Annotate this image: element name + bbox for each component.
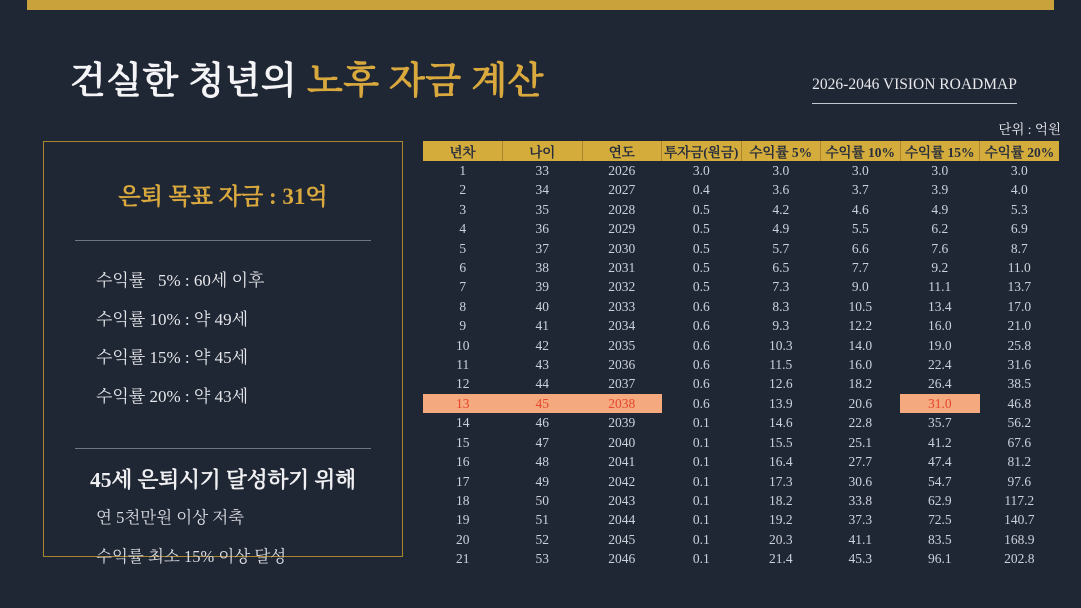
table-cell: 8.7 [1010, 240, 1028, 256]
table-cell: 0.1 [692, 492, 710, 508]
table-cell: 5.5 [851, 221, 869, 237]
panel-subtitle: 45세 은퇴시기 달성하기 위해 [89, 468, 357, 492]
table-cell: 6.2 [931, 221, 949, 237]
table-cell: 11.5 [769, 357, 793, 373]
table-cell: 16.0 [927, 318, 952, 334]
table-cell: 62.9 [927, 492, 952, 508]
table-cell: 10.3 [768, 337, 793, 353]
table-cell: 5.7 [772, 240, 790, 256]
table-cell: 0.4 [692, 182, 710, 198]
table-cell: 0.5 [692, 240, 710, 256]
table-cell: 52 [535, 531, 549, 547]
action-line: 연 5천만원 이상 저축 [96, 508, 245, 527]
table-cell: 2029 [608, 221, 636, 237]
column-header: 수익률 15% [900, 141, 980, 161]
table-cell: 12.2 [848, 318, 873, 334]
table-body [423, 161, 1059, 569]
table-cell: 40 [535, 298, 549, 314]
column-header: 연도 [582, 141, 662, 161]
projection-table-container [423, 141, 1059, 569]
table-cell: 35 [535, 201, 549, 217]
table-row [423, 316, 1059, 335]
table-cell: 43 [535, 357, 549, 373]
table-cell: 0.1 [692, 415, 710, 431]
table-row [423, 277, 1059, 296]
table-cell: 0.1 [692, 551, 710, 567]
table-cell: 18.2 [768, 492, 793, 508]
action-line: 수익률 최소 15% 이상 달성 [96, 547, 287, 566]
table-cell: 56.2 [1007, 415, 1032, 431]
table-cell: 5.3 [1010, 201, 1028, 217]
table-cell: 9.2 [931, 260, 949, 276]
table-cell: 2034 [608, 318, 636, 334]
table-row [423, 394, 1059, 413]
table-cell: 22.4 [927, 357, 952, 373]
table-cell: 2035 [608, 337, 636, 353]
table-cell: 2043 [608, 492, 636, 508]
table-row [423, 491, 1059, 510]
table-row [423, 297, 1059, 316]
table-row [423, 374, 1059, 393]
table-cell: 14 [456, 415, 470, 431]
table-cell: 21.4 [768, 551, 793, 567]
table-cell: 4.6 [851, 201, 869, 217]
table-row [423, 258, 1059, 277]
table-row [423, 355, 1059, 374]
table-cell: 2026 [608, 163, 636, 178]
column-header: 수익률 5% [741, 141, 821, 161]
table-cell: 10 [456, 337, 470, 353]
table-cell: 25.1 [848, 434, 873, 450]
unit-label: 단위 : 억원 [998, 122, 1061, 137]
table-cell: 0.6 [692, 318, 710, 334]
table-cell: 9 [459, 318, 467, 334]
table-cell: 2027 [608, 182, 636, 198]
column-header: 수익률 20% [980, 141, 1060, 161]
rate-line: 수익률 10% : 약 49세 [96, 309, 248, 329]
table-cell: 202.8 [1004, 551, 1035, 567]
table-cell: 7.7 [851, 260, 869, 276]
table-cell: 21.0 [1007, 318, 1032, 334]
table-cell: 13.9 [768, 395, 793, 411]
table-cell: 3.0 [851, 163, 869, 178]
table-cell: 38 [535, 260, 549, 276]
table-cell: 53 [535, 551, 549, 567]
table-cell: 16.4 [768, 454, 793, 470]
table-cell: 0.1 [692, 473, 710, 489]
highlighted-cell: 2038 [582, 394, 662, 413]
table-cell: 0.5 [692, 221, 710, 237]
column-header: 년차 [423, 141, 503, 161]
table-cell: 0.6 [692, 298, 710, 314]
table-cell: 2039 [608, 415, 636, 431]
table-cell: 7 [459, 279, 467, 295]
table-cell: 2033 [608, 298, 636, 314]
table-cell: 6 [459, 260, 467, 276]
table-cell: 96.1 [927, 551, 952, 567]
table-cell: 6.6 [851, 240, 869, 256]
page-title [70, 50, 544, 104]
table-row [423, 239, 1059, 258]
table-cell: 33.8 [848, 492, 873, 508]
table-cell: 18 [456, 492, 470, 508]
table-cell: 42 [535, 337, 549, 353]
table-header [423, 141, 1059, 161]
table-cell: 48 [535, 454, 549, 470]
table-row [423, 200, 1059, 219]
table-cell: 47 [535, 434, 549, 450]
table-cell: 33 [535, 163, 549, 178]
table-cell: 3.6 [772, 182, 790, 198]
table-cell: 0.5 [692, 279, 710, 295]
table-cell: 11.1 [928, 279, 952, 295]
table-cell: 168.9 [1004, 531, 1035, 547]
table-cell: 15.5 [768, 434, 793, 450]
table-cell: 2045 [608, 531, 636, 547]
table-row [423, 336, 1059, 355]
table-cell: 50 [535, 492, 549, 508]
table-cell: 37 [535, 240, 549, 256]
table-cell: 19 [456, 512, 470, 528]
table-cell: 117.2 [1004, 492, 1035, 508]
table-row [423, 413, 1059, 432]
table-cell: 3.0 [772, 163, 790, 178]
panel-divider [75, 240, 371, 241]
table-cell: 4.9 [772, 221, 790, 237]
table-cell: 17.0 [1007, 298, 1032, 314]
table-cell: 30.6 [848, 473, 873, 489]
table-cell: 10.5 [848, 298, 873, 314]
highlighted-cell: 13 [423, 394, 503, 413]
table-row [423, 161, 1059, 180]
table-cell: 37.3 [848, 512, 873, 528]
table-cell: 19.0 [927, 337, 952, 353]
table-cell: 3.9 [931, 182, 949, 198]
table-cell: 49 [535, 473, 549, 489]
table-cell: 35.7 [927, 415, 952, 431]
table-cell: 38.5 [1007, 376, 1032, 392]
table-cell: 12.6 [768, 376, 793, 392]
table-cell: 14.0 [848, 337, 873, 353]
table-cell: 2040 [608, 434, 636, 450]
table-cell: 41 [535, 318, 549, 334]
table-cell: 26.4 [927, 376, 952, 392]
table-cell: 51 [535, 512, 549, 528]
table-cell: 41.2 [927, 434, 952, 450]
table-cell: 22.8 [848, 415, 873, 431]
table-cell: 9.0 [851, 279, 869, 295]
goal-title: 은퇴 목표 자금 : 31억 [118, 184, 328, 209]
table-cell: 12 [456, 376, 470, 392]
rate-lines [44, 262, 402, 416]
table-cell: 11 [456, 357, 470, 373]
table-cell: 3.0 [1010, 163, 1028, 178]
table-cell: 9.3 [772, 318, 790, 334]
table-cell: 7.6 [931, 240, 949, 256]
table-cell: 0.6 [692, 337, 710, 353]
table-cell: 8.3 [772, 298, 790, 314]
table-cell: 44 [535, 376, 549, 392]
table-cell: 2 [459, 182, 467, 198]
table-cell: 6.9 [1010, 221, 1028, 237]
column-header: 투자금(원금) [662, 141, 742, 161]
table-cell: 1 [459, 163, 467, 178]
table-row [423, 219, 1059, 238]
highlighted-cell: 31.0 [900, 394, 980, 413]
table-cell: 2032 [608, 279, 636, 295]
table-row [423, 433, 1059, 452]
column-header: 수익률 10% [821, 141, 901, 161]
table-cell: 20.6 [848, 395, 873, 411]
table-cell: 20.3 [768, 531, 793, 547]
table-row [423, 452, 1059, 471]
table-cell: 0.1 [692, 512, 710, 528]
table-cell: 4.0 [1010, 182, 1028, 198]
page-title-accent: 노후 자금 계산 [306, 61, 544, 102]
column-header: 나이 [503, 141, 583, 161]
table-row [423, 510, 1059, 529]
table-cell: 13.4 [927, 298, 952, 314]
page-title-prefix: 건실한 청년의 [70, 61, 307, 102]
table-cell: 46 [535, 415, 549, 431]
table-cell: 45.3 [848, 551, 873, 567]
highlighted-cell: 45 [503, 394, 583, 413]
table-cell: 54.7 [927, 473, 952, 489]
table-cell: 4.9 [931, 201, 949, 217]
top-accent-bar [27, 0, 1054, 10]
table-cell: 31.6 [1007, 357, 1032, 373]
table-cell: 27.7 [848, 454, 873, 470]
table-cell: 47.4 [927, 454, 952, 470]
table-cell: 0.6 [692, 395, 710, 411]
table-cell: 72.5 [927, 512, 952, 528]
rate-line: 수익률 20% : 약 43세 [96, 386, 248, 406]
table-row [423, 472, 1059, 491]
table-cell: 20 [456, 531, 470, 547]
projection-table [423, 141, 1059, 569]
table-cell: 34 [535, 182, 549, 198]
table-cell: 46.8 [1007, 395, 1032, 411]
summary-panel [43, 141, 403, 566]
table-cell: 0.5 [692, 260, 710, 276]
table-cell: 83.5 [927, 531, 952, 547]
table-cell: 3.7 [851, 182, 869, 198]
table-header-row [423, 141, 1059, 161]
table-cell: 8 [459, 298, 467, 314]
table-cell: 6.5 [772, 260, 790, 276]
rate-line: 수익률 5% : 60세 이후 [96, 271, 265, 290]
table-cell: 3 [459, 201, 467, 217]
table-cell: 16.0 [848, 357, 873, 373]
table-cell: 39 [535, 279, 549, 295]
table-cell: 16 [456, 454, 470, 470]
table-cell: 7.3 [772, 279, 790, 295]
table-cell: 140.7 [1004, 512, 1035, 528]
table-cell: 19.2 [768, 512, 793, 528]
table-cell: 2044 [608, 512, 636, 528]
table-cell: 3.0 [692, 163, 710, 178]
table-row [423, 180, 1059, 199]
table-cell: 4 [459, 221, 467, 237]
table-cell: 0.1 [692, 454, 710, 470]
table-cell: 97.6 [1007, 473, 1032, 489]
table-cell: 13.7 [1007, 279, 1032, 295]
table-cell: 14.6 [768, 415, 793, 431]
table-cell: 0.5 [692, 201, 710, 217]
table-cell: 21 [456, 551, 470, 567]
table-cell: 67.6 [1007, 434, 1032, 450]
table-cell: 11.0 [1007, 260, 1031, 276]
table-cell: 36 [535, 221, 549, 237]
table-cell: 41.1 [848, 531, 873, 547]
table-cell: 2028 [608, 201, 636, 217]
action-lines [44, 498, 402, 576]
table-cell: 2037 [608, 376, 636, 392]
rate-line: 수익률 15% : 약 45세 [96, 348, 248, 367]
table-cell: 81.2 [1007, 454, 1032, 470]
table-cell: 0.1 [692, 434, 710, 450]
table-cell: 17.3 [768, 473, 793, 489]
table-row [423, 549, 1059, 568]
table-row [423, 530, 1059, 549]
table-cell: 18.2 [848, 376, 873, 392]
table-cell: 4.2 [772, 201, 790, 217]
table-cell: 17 [456, 473, 470, 489]
table-cell: 0.6 [692, 357, 710, 373]
table-cell: 2036 [608, 357, 636, 373]
table-cell: 2030 [608, 240, 636, 256]
table-cell: 2041 [608, 454, 636, 470]
table-cell: 2031 [608, 260, 636, 276]
table-cell: 0.1 [692, 531, 710, 547]
table-cell: 2046 [608, 551, 636, 567]
panel-divider [75, 448, 371, 449]
table-cell: 0.6 [692, 376, 710, 392]
roadmap-label: 2026-2046 VISION ROADMAP [812, 76, 1017, 104]
table-cell: 3.0 [931, 163, 949, 178]
table-cell: 25.8 [1007, 337, 1032, 353]
table-cell: 2042 [608, 473, 636, 489]
table-cell: 15 [456, 434, 470, 450]
table-cell: 5 [459, 240, 467, 256]
